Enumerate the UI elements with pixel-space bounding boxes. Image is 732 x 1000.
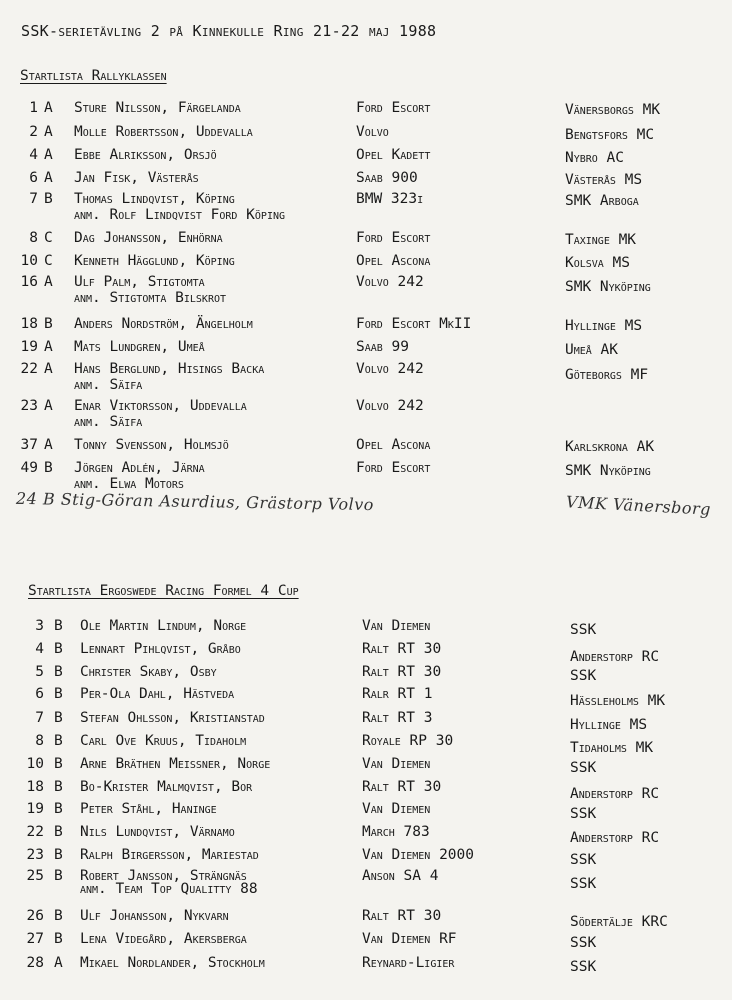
car-model: Ralr RT 1	[362, 686, 433, 702]
driver-name: Sture Nilsson, Färgelanda	[74, 100, 241, 116]
sponsor-note: anm. Rolf Lindqvist Ford Köping	[74, 207, 286, 223]
driver-name: Stefan Ohlsson, Kristianstad	[80, 710, 265, 726]
class-letter: B	[54, 868, 63, 884]
class-letter: A	[44, 339, 53, 355]
car-model: BMW 323i	[356, 191, 424, 207]
car-model: Reynard-Ligier	[362, 955, 455, 971]
car-model: Opel Ascona	[356, 253, 431, 269]
class-letter: B	[54, 686, 63, 702]
class-letter: B	[54, 847, 63, 863]
class-letter: B	[54, 641, 63, 657]
handwritten-entry: 24 B Stig-Göran Asurdius, Grästorp Volvo	[15, 488, 375, 515]
class-letter: B	[54, 779, 63, 795]
class-letter: B	[54, 710, 63, 726]
driver-name: Tonny Svensson, Holmsjö	[74, 437, 229, 453]
entry-number: 10	[26, 756, 44, 772]
club-name: Göteborgs MF	[565, 367, 649, 383]
entry-number: 25	[26, 868, 44, 884]
club-name: Hässleholms MK	[570, 693, 666, 709]
driver-name: Ulf Palm, Stigtomta	[74, 274, 205, 290]
driver-name: Jörgen Adlén, Järna	[74, 460, 205, 476]
entry-number: 28	[26, 955, 44, 971]
car-model: Ford Escort	[356, 460, 431, 476]
club-name: Anderstorp RC	[570, 830, 660, 846]
driver-name: Lennart Pihlqvist, Gråbo	[80, 641, 241, 657]
driver-name: Ulf Johansson, Nykvarn	[80, 908, 229, 924]
driver-name: Anders Nordström, Ängelholm	[74, 316, 253, 332]
class-letter: A	[44, 170, 53, 186]
driver-name: Bo-Krister Malmqvist, Bor	[80, 779, 253, 795]
sponsor-note: anm. Elwa Motors	[74, 476, 184, 492]
driver-name: Nils Lundqvist, Värnamo	[80, 824, 235, 840]
driver-name: Christer Skaby, Osby	[80, 664, 217, 680]
section-heading-formel4: Startlista Ergoswede Racing Formel 4 Cup	[28, 583, 299, 599]
car-model: Volvo	[356, 124, 389, 140]
class-letter: A	[44, 398, 53, 414]
driver-name: Mikael Nordlander, Stockholm	[80, 955, 265, 971]
entry-number: 8	[29, 230, 38, 246]
car-model: Anson SA 4	[362, 868, 439, 884]
car-model: Van Diemen 2000	[362, 847, 474, 863]
driver-name: Peter Ståhl, Haninge	[80, 801, 217, 817]
class-letter: A	[44, 361, 53, 377]
class-letter: C	[44, 230, 53, 246]
driver-name: Robert Jansson, Strängnäs	[80, 868, 247, 884]
class-letter: B	[44, 460, 53, 476]
entry-number: 6	[35, 686, 44, 702]
club-name: Södertälje KRC	[570, 914, 668, 930]
sponsor-note: anm. Team Top Qualitty 88	[80, 881, 258, 897]
entry-number: 18	[20, 316, 38, 332]
car-model: Ford Escort	[356, 100, 431, 116]
club-name: SSK	[570, 876, 597, 892]
car-model: Opel Ascona	[356, 437, 431, 453]
entry-number: 4	[35, 641, 44, 657]
car-model: Van Diemen	[362, 618, 431, 634]
entry-number: 3	[35, 618, 44, 634]
entry-number: 16	[20, 274, 38, 290]
club-name: Tidaholms MK	[570, 740, 654, 756]
class-letter: B	[54, 618, 63, 634]
entry-number: 37	[20, 437, 38, 453]
class-letter: A	[44, 147, 53, 163]
class-letter: B	[54, 931, 63, 947]
driver-name: Carl Ove Kruus, Tidaholm	[80, 733, 247, 749]
class-letter: B	[54, 756, 63, 772]
car-model: Ford Escort MkII	[356, 316, 472, 332]
class-letter: B	[44, 316, 53, 332]
car-model: Ralt RT 30	[362, 641, 442, 657]
car-model: Volvo 242	[356, 398, 424, 414]
class-letter: B	[54, 908, 63, 924]
car-model: Ralt RT 30	[362, 664, 442, 680]
club-name: SSK	[570, 935, 597, 951]
club-name: SSK	[570, 852, 597, 868]
club-name: Kolsva MS	[565, 255, 631, 271]
class-letter: B	[54, 664, 63, 680]
club-name: SMK Arboga	[565, 193, 639, 209]
car-model: Ralt RT 30	[362, 908, 442, 924]
car-model: Opel Kadett	[356, 147, 431, 163]
entry-number: 19	[20, 339, 38, 355]
car-model: Ford Escort	[356, 230, 431, 246]
entry-number: 4	[29, 147, 38, 163]
entry-number: 49	[20, 460, 38, 476]
club-name: SSK	[570, 806, 597, 822]
club-name: Taxinge MK	[565, 232, 637, 248]
club-name: SSK	[570, 959, 597, 975]
car-model: Van Diemen RF	[362, 931, 457, 947]
entry-number: 2	[29, 124, 38, 140]
sponsor-note: anm. Säifa	[74, 414, 143, 430]
handwritten-club: VMK Vänersborg	[565, 492, 712, 519]
entry-number: 22	[20, 361, 38, 377]
club-name: Vänersborgs MK	[565, 102, 661, 118]
class-letter: A	[44, 100, 53, 116]
car-model: March 783	[362, 824, 430, 840]
car-model: Volvo 242	[356, 361, 424, 377]
entry-number: 23	[26, 847, 44, 863]
driver-name: Molle Robertsson, Uddevalla	[74, 124, 253, 140]
club-name: Anderstorp RC	[570, 786, 660, 802]
class-letter: A	[44, 124, 53, 140]
class-letter: B	[54, 824, 63, 840]
entry-number: 8	[35, 733, 44, 749]
club-name: Anderstorp RC	[570, 649, 660, 665]
club-name: Bengtsfors MC	[565, 127, 655, 143]
driver-name: Ole Martin Lindum, Norge	[80, 618, 247, 634]
car-model: Royale RP 30	[362, 733, 454, 749]
entry-number: 6	[29, 170, 38, 186]
club-name: Umeå AK	[565, 342, 618, 358]
car-model: Ralt RT 3	[362, 710, 433, 726]
club-name: Hyllinge MS	[565, 318, 643, 334]
document-title: SSK-serietävling 2 på Kinnekulle Ring 21-22 maj 1988	[21, 22, 437, 40]
entry-number: 27	[26, 931, 44, 947]
driver-name: Thomas Lindqvist, Köping	[74, 191, 235, 207]
club-name: Hyllinge MS	[570, 717, 648, 733]
driver-name: Ralph Birgersson, Mariestad	[80, 847, 259, 863]
entry-number: 19	[26, 801, 44, 817]
car-model: Van Diemen	[362, 801, 431, 817]
club-name: SSK	[570, 622, 597, 638]
entry-number: 7	[35, 710, 44, 726]
car-model: Van Diemen	[362, 756, 431, 772]
driver-name: Enar Viktorsson, Uddevalla	[74, 398, 247, 414]
club-name: SMK Nyköping	[565, 463, 651, 479]
club-name: SSK	[570, 668, 597, 684]
driver-name: Kenneth Hägglund, Köping	[74, 253, 235, 269]
driver-name: Dag Johansson, Enhörna	[74, 230, 223, 246]
section-heading-rally: Startlista Rallyklassen	[20, 68, 167, 84]
driver-name: Arne Bräthen Meissner, Norge	[80, 756, 271, 772]
club-name: Västerås MS	[565, 172, 643, 188]
entry-number: 7	[29, 191, 38, 207]
entry-number: 1	[29, 100, 38, 116]
driver-name: Per-Ola Dahl, Hästveda	[80, 686, 235, 702]
class-letter: A	[44, 274, 53, 290]
car-model: Ralt RT 30	[362, 779, 442, 795]
entry-number: 22	[26, 824, 44, 840]
entry-number: 23	[20, 398, 38, 414]
entry-number: 26	[26, 908, 44, 924]
car-model: Saab 99	[356, 339, 409, 355]
class-letter: B	[54, 733, 63, 749]
driver-name: Mats Lundgren, Umeå	[74, 339, 205, 355]
class-letter: C	[44, 253, 53, 269]
club-name: SSK	[570, 760, 597, 776]
driver-name: Hans Berglund, Hisings Backa	[74, 361, 265, 377]
sponsor-note: anm. Säifa	[74, 377, 143, 393]
driver-name: Jan Fisk, Västerås	[74, 170, 199, 186]
car-model: Volvo 242	[356, 274, 424, 290]
class-letter: B	[44, 191, 53, 207]
club-name: Karlskrona AK	[565, 439, 655, 455]
car-model: Saab 900	[356, 170, 418, 186]
club-name: Nybro AC	[565, 150, 625, 166]
sponsor-note: anm. Stigtomta Bilskrot	[74, 290, 227, 306]
club-name: SMK Nyköping	[565, 279, 651, 295]
driver-name: Ebbe Alriksson, Orsjö	[74, 147, 217, 163]
driver-name: Lena Videgård, Akersberga	[80, 931, 247, 947]
class-letter: B	[54, 801, 63, 817]
entry-number: 5	[35, 664, 44, 680]
entry-number: 18	[26, 779, 44, 795]
class-letter: A	[54, 955, 63, 971]
entry-number: 10	[20, 253, 38, 269]
class-letter: A	[44, 437, 53, 453]
